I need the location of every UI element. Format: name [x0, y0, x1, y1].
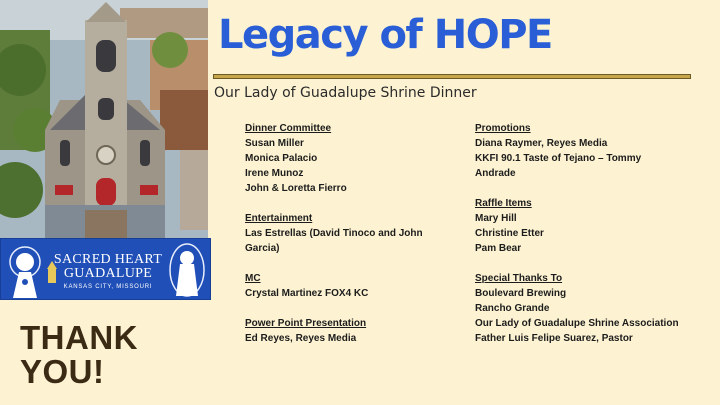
right-credits-column [475, 121, 707, 361]
credits-section [475, 271, 707, 346]
parish-logo [0, 238, 211, 300]
section-line: Our Lady of Guadalupe Shrine Association [475, 318, 679, 329]
section-line: Irene Munoz [245, 168, 304, 179]
guadalupe-icon [167, 242, 207, 298]
credits-section [245, 121, 455, 196]
church-photo [0, 0, 208, 238]
credits-section [245, 271, 455, 301]
thank-you-line-2: YOU! [20, 353, 105, 390]
section-line: Christine Etter [475, 228, 544, 239]
section-line: Boulevard Brewing [475, 288, 567, 299]
logo-text [53, 253, 163, 290]
section-heading: Dinner Committee [245, 123, 332, 134]
credits-section [245, 211, 455, 256]
thank-you-heading [20, 321, 138, 389]
section-heading: Promotions [475, 123, 531, 134]
section-heading: Entertainment [245, 213, 313, 224]
section-heading: Power Point Presentation [245, 318, 367, 329]
section-line: Crystal Martinez FOX4 KC [245, 288, 369, 299]
section-line: Diana Raymer, Reyes Media [475, 138, 608, 149]
section-line: Las Estrellas (David Tinoco and John [245, 228, 423, 239]
section-heading: MC [245, 273, 261, 284]
logo-line-1: SACRED HEART [53, 252, 163, 267]
section-line: Rancho Grande [475, 303, 550, 314]
section-line: Monica Palacio [245, 153, 318, 164]
credits-section [475, 121, 707, 181]
sacred-heart-icon [5, 242, 45, 298]
section-line: John & Loretta Fierro [245, 183, 347, 194]
section-line: Ed Reyes, Reyes Media [245, 333, 357, 344]
section-line: KKFI 90.1 Taste of Tejano – Tommy [475, 153, 642, 164]
section-heading: Special Thanks To [475, 273, 563, 284]
thank-you-line-1: THANK [20, 319, 138, 356]
credits-section [475, 196, 707, 256]
credits-section [245, 316, 455, 346]
section-line: Garcia) [245, 243, 280, 254]
logo-line-3: KANSAS CITY, MISSOURI [63, 284, 153, 290]
section-line: Father Luis Felipe Suarez, Pastor [475, 333, 633, 344]
page-subtitle: Our Lady of Guadalupe Shrine Dinner [214, 85, 477, 101]
page-title: Legacy of HOPE [218, 12, 552, 58]
section-line: Pam Bear [475, 243, 522, 254]
logo-line-2: GUADALUPE [63, 266, 153, 281]
section-line: Mary Hill [475, 213, 517, 224]
section-heading: Raffle Items [475, 198, 532, 209]
section-line: Susan Miller [245, 138, 304, 149]
title-divider [213, 74, 691, 79]
section-line: Andrade [475, 168, 516, 179]
left-credits-column [245, 121, 455, 361]
